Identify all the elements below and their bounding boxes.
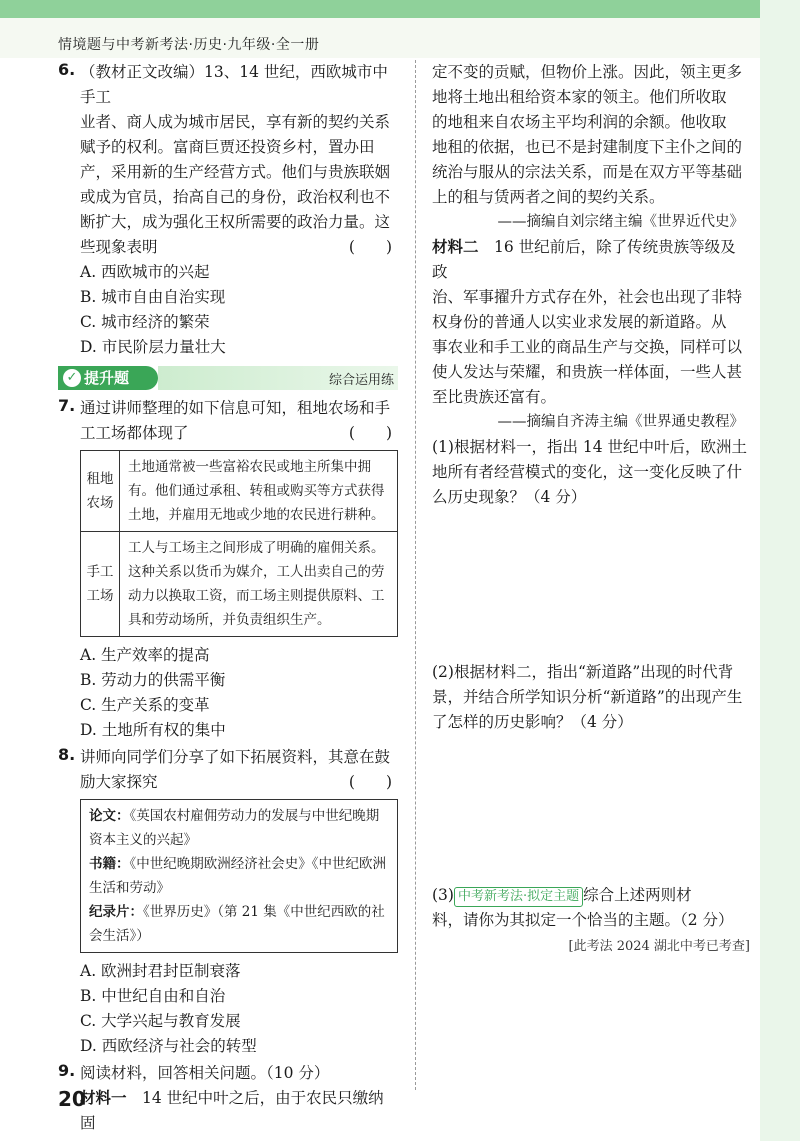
citation: ——摘编自刘宗绪主编《世界近代史》 xyxy=(497,214,744,230)
table-row xyxy=(81,532,398,637)
right-column xyxy=(432,60,750,954)
sub-question-line: (2)根据材料二，指出“新道路”出现的时代背 xyxy=(432,663,734,681)
material-tag: 材料二 xyxy=(432,238,479,256)
resource-tag: 论文： xyxy=(89,808,130,824)
sub-question-line: 地所有者经营模式的变化，这一变化反映了什 xyxy=(432,463,743,481)
option-c: C. 生产关系的变革 xyxy=(80,696,210,714)
resource-item xyxy=(89,804,389,852)
answer-space-1[interactable] xyxy=(432,510,750,660)
sub-question-prefix: (3) xyxy=(432,886,454,904)
material-line: 权身份的普通人以实业求发展的新道路。从 xyxy=(432,313,727,331)
row-text: 工人与工场主之间形成了明确的雇佣关系。这种关系以货币为媒介，工人出卖自己的劳动力以换取工资，而工场主则提供原料、工具和劳动场所，并负责组织生产。 xyxy=(120,532,398,637)
option-a: A. 生产效率的提高 xyxy=(80,646,210,664)
banner-subtitle: 综合运用练 xyxy=(328,373,394,388)
resource-item xyxy=(89,900,389,948)
sub-question-line: 么历史现象？（4 分） xyxy=(432,488,587,506)
header-strip xyxy=(0,0,800,18)
material-line: 地租的依据，也已不是封建制度下主仆之间的 xyxy=(432,138,743,156)
sub-question-1 xyxy=(432,435,750,510)
sub-question-line: 景，并结合所学知识分析“新道路”的出现产生 xyxy=(432,688,743,706)
question-text-tail: 些现象表明 xyxy=(80,238,158,256)
resource-tag: 纪录片： xyxy=(89,904,143,920)
sub-question-2 xyxy=(432,660,750,735)
material-line: 治、军事擢升方式存在外，社会也出现了非特 xyxy=(432,288,743,306)
option-c: C. 大学兴起与教育发展 xyxy=(80,1012,241,1030)
book-title: 情境题与中考新考法·历史·九年级·全一册 xyxy=(58,37,320,53)
question-text-line: 或成为官员，抬高自己的身份，政治权利也不 xyxy=(80,188,391,206)
option-d: D. 西欧经济与社会的转型 xyxy=(80,1037,257,1055)
exam-note: [此考法 2024 湖北中考已考查] xyxy=(568,939,750,954)
option-b: B. 劳动力的供需平衡 xyxy=(80,671,226,689)
answer-parentheses: ( ) xyxy=(348,238,392,256)
sub-question-line: 了怎样的历史影响？（4 分） xyxy=(432,713,633,731)
material-line: 上的租与赁两者之间的契约关系。 xyxy=(432,188,665,206)
row-label: 租地农场 xyxy=(81,451,120,532)
question-text-line: 断扩大，成为强化王权所需要的政治力量。这 xyxy=(80,213,391,231)
answer-parentheses: ( ) xyxy=(348,424,392,442)
material-2-start xyxy=(432,235,750,285)
option-d: D. 市民阶层力量壮大 xyxy=(80,338,226,356)
sub-question-text: 综合上述两则材 xyxy=(583,886,692,904)
material-1-start xyxy=(80,1086,398,1136)
material-line: 地将土地出租给资本家的领主。他们所收取 xyxy=(432,88,727,106)
check-icon: ✓ xyxy=(63,369,81,387)
question-text-line xyxy=(80,770,398,795)
answer-parentheses: ( ) xyxy=(348,773,392,791)
question-number: 9. xyxy=(58,1061,76,1080)
method-tag: 中考新考法·拟定主题 xyxy=(454,887,583,907)
material-line: 的地租来自农场主平均利润的余额。他收取 xyxy=(432,113,727,131)
section-banner xyxy=(58,366,398,392)
question-number: 7. xyxy=(58,396,76,415)
material-text: 14 世纪中叶之后，由于农民只缴纳固 xyxy=(80,1089,384,1132)
right-margin-strip xyxy=(760,0,800,1141)
sub-question-line: (1)根据材料一，指出 14 世纪中叶后，欧洲土 xyxy=(432,438,748,456)
sub-question-line: 料，请你为其拟定一个恰当的主题。（2 分） xyxy=(432,911,734,929)
question-text-line: 通过讲师整理的如下信息可知，租地农场和手 xyxy=(80,399,391,417)
option-a: A. 西欧城市的兴起 xyxy=(80,263,210,281)
question-text-line: 赋予的权利。富商巨贾还投资乡村，置办田 xyxy=(80,138,375,156)
material-line: 至比贵族还富有。 xyxy=(432,388,557,406)
question-text-line xyxy=(80,235,398,260)
question-8 xyxy=(58,745,398,795)
option-c: C. 城市经济的繁荣 xyxy=(80,313,210,331)
material-line: 使人发达与荣耀，和贵族一样体面，一些人甚 xyxy=(432,363,743,381)
answer-space-2[interactable] xyxy=(432,735,750,883)
left-column xyxy=(58,60,398,1136)
row-label: 手工工场 xyxy=(81,532,120,637)
resource-text: 《中世纪晚期欧洲经济社会史》《中世纪欧洲生活和劳动》 xyxy=(89,856,386,896)
option-a: A. 欧洲封君封臣制衰落 xyxy=(80,962,241,980)
question-text-line: 产，采用新的生产经营方式。他们与贵族联姻 xyxy=(80,163,391,181)
material-line: 事农业和手工业的商品生产与交换，同样可以 xyxy=(432,338,743,356)
resource-item xyxy=(89,852,389,900)
question-text-line xyxy=(80,421,398,446)
question-9 xyxy=(58,1061,398,1136)
resource-tag: 书籍： xyxy=(89,856,130,872)
question-text-tail: 工工场都体现了 xyxy=(80,424,189,442)
material-tag: 材料一 xyxy=(80,1089,127,1107)
question-7 xyxy=(58,396,398,446)
option-b: B. 城市自由自治实现 xyxy=(80,288,226,306)
resource-text: 《世界历史》（第 21 集《中世纪西欧的社会生活》） xyxy=(89,904,385,944)
material-line: 定不变的贡赋，但物价上涨。因此，领主更多 xyxy=(432,63,743,81)
question-text-line: 讲师向同学们分享了如下拓展资料，其意在鼓 xyxy=(80,748,391,766)
resource-text: 《英国农村雇佣劳动力的发展与中世纪晚期资本主义的兴起》 xyxy=(89,808,380,848)
question-text-line: 业者、商人成为城市居民，享有新的契约关系 xyxy=(80,113,391,131)
sub-question-3 xyxy=(432,883,750,954)
question-number: 6. xyxy=(58,60,76,79)
resource-box xyxy=(80,799,398,953)
option-d: D. 土地所有权的集中 xyxy=(80,721,226,739)
sub-question-line xyxy=(432,883,750,908)
option-b: B. 中世纪自由和自治 xyxy=(80,987,226,1005)
banner-label: 提升题 xyxy=(84,369,130,387)
question-intro: 阅读材料，回答相关问题。（10 分） xyxy=(80,1064,330,1082)
row-text: 土地通常被一些富裕农民或地主所集中拥有。他们通过承租、转租或购买等方式获得土地，并雇用无地或少地的农民进行耕种。 xyxy=(120,451,398,532)
question-text-line: （教材正文改编）13、14 世纪，西欧城市中手工 xyxy=(80,63,388,106)
question-number: 8. xyxy=(58,745,76,764)
banner-badge xyxy=(58,366,158,390)
material-line: 统治与服从的宗法关系，而是在双方平等基础 xyxy=(432,163,743,181)
citation: ——摘编自齐涛主编《世界通史教程》 xyxy=(497,414,744,430)
question-6 xyxy=(58,60,398,260)
column-divider xyxy=(415,60,416,1090)
material-text: 16 世纪前后，除了传统贵族等级及政 xyxy=(432,238,736,281)
page-number: 20 xyxy=(58,1087,86,1111)
table-row xyxy=(81,451,398,532)
question-text-tail: 励大家探究 xyxy=(80,773,158,791)
info-table xyxy=(80,450,398,637)
